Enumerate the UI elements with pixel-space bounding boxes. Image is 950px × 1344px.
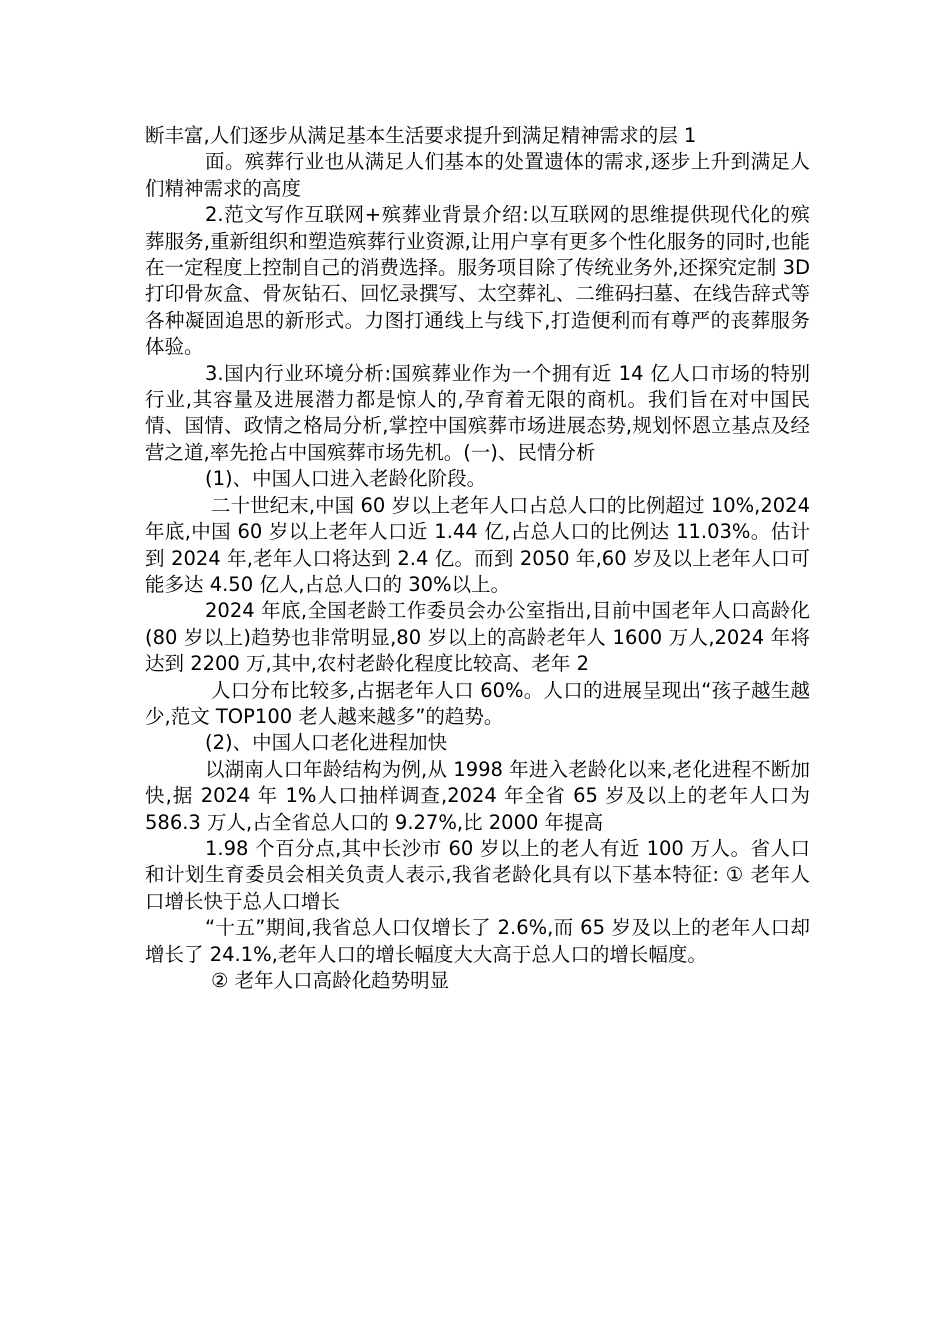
paragraph-2: 面。殡葬行业也从满足人们基本的处置遗体的需求,逐步上升到满足人们精神需求的高度: [145, 150, 810, 200]
paragraph-6: 2024 年底,全国老龄工作委员会办公室指出,目前中国老年人口高龄化(80 岁以上)趋势也非常明显,80 岁以上的高龄老年人 1600 万人,2024 年将达到 2200 万,其中,农村老龄化程度比较高、老年 2: [145, 599, 810, 676]
section-heading-2: (2)、中国人口老化进程加快: [205, 731, 448, 755]
paragraph-4: 3.国内行业环境分析:国殡葬业作为一个拥有近 14 亿人口市场的特别行业,其容量及进展潜力都是惊人的,孕育着无限的商机。我们旨在对中国民情、国情、政情之格局分析,掌控中国殡葬市场进展态势,规划怀恩立基点及经营之道,率先抢占中国殡葬市场先机。(一)、民情分析: [145, 361, 810, 464]
paragraph-9: 1.98 个百分点,其中长沙市 60 岁以上的老人有近 100 万人。省人口和计划生育委员会相关负责人表示,我省老龄化具有以下基本特征: ① 老年人口增长快于总人口增长: [145, 836, 810, 913]
paragraph-10: “十五”期间,我省总人口仅增长了 2.6%,而 65 岁及以上的老年人口却增长了 24.1%,老年人口的增长幅度大大高于总人口的增长幅度。: [145, 916, 810, 966]
paragraph-3: 2.范文写作互联网+殡葬业背景介绍:以互联网的思维提供现代化的殡葬服务,重新组织和塑造殡葬行业资源,让用户享有更多个性化服务的同时,也能在一定程度上控制自己的消费选择。服务项目除了传统业务外,还探究定制 3D 打印骨灰盒、骨灰钻石、回忆录撰写、太空葬礼、二维码扫墓、在线告辞式等各种凝固追思的新形式。力图打通线上与线下,打造便利而有尊严的丧葬服务体验。: [145, 203, 810, 359]
paragraph-1: 断丰富,人们逐步从满足基本生活要求提升到满足精神需求的层 1: [145, 124, 697, 147]
paragraph-8: 以湖南人口年龄结构为例,从 1998 年进入老龄化以来,老化进程不断加快,据 2024 年 1%人口抽样调查,2024 年全省 65 岁及以上的老年人口为 586.3 万人,占全省总人口的 9.27%,比 2000 年提高: [145, 757, 810, 834]
paragraph-7: 人口分布比较多,占据老年人口 60%。人口的进展呈现出“孩子越生越少,范文 TOP100 老人越来越多”的趋势。: [145, 678, 810, 728]
section-heading-1: (1)、中国人口进入老龄化阶段。: [205, 467, 487, 491]
paragraph-5: 二十世纪末,中国 60 岁以上老年人口占总人口的比例超过 10%,2024 年底,中国 60 岁以上老年人口近 1.44 亿,占总人口的比例达 11.03%。估计到 2024 年,老年人口将达到 2.4 亿。而到 2050 年,60 岁及以上老年人口可能多达 4.50 亿人,占总人口的 30%以上。: [145, 493, 810, 596]
list-item-2: ② 老年人口高龄化趋势明显: [211, 969, 450, 992]
document-body: [145, 123, 810, 994]
